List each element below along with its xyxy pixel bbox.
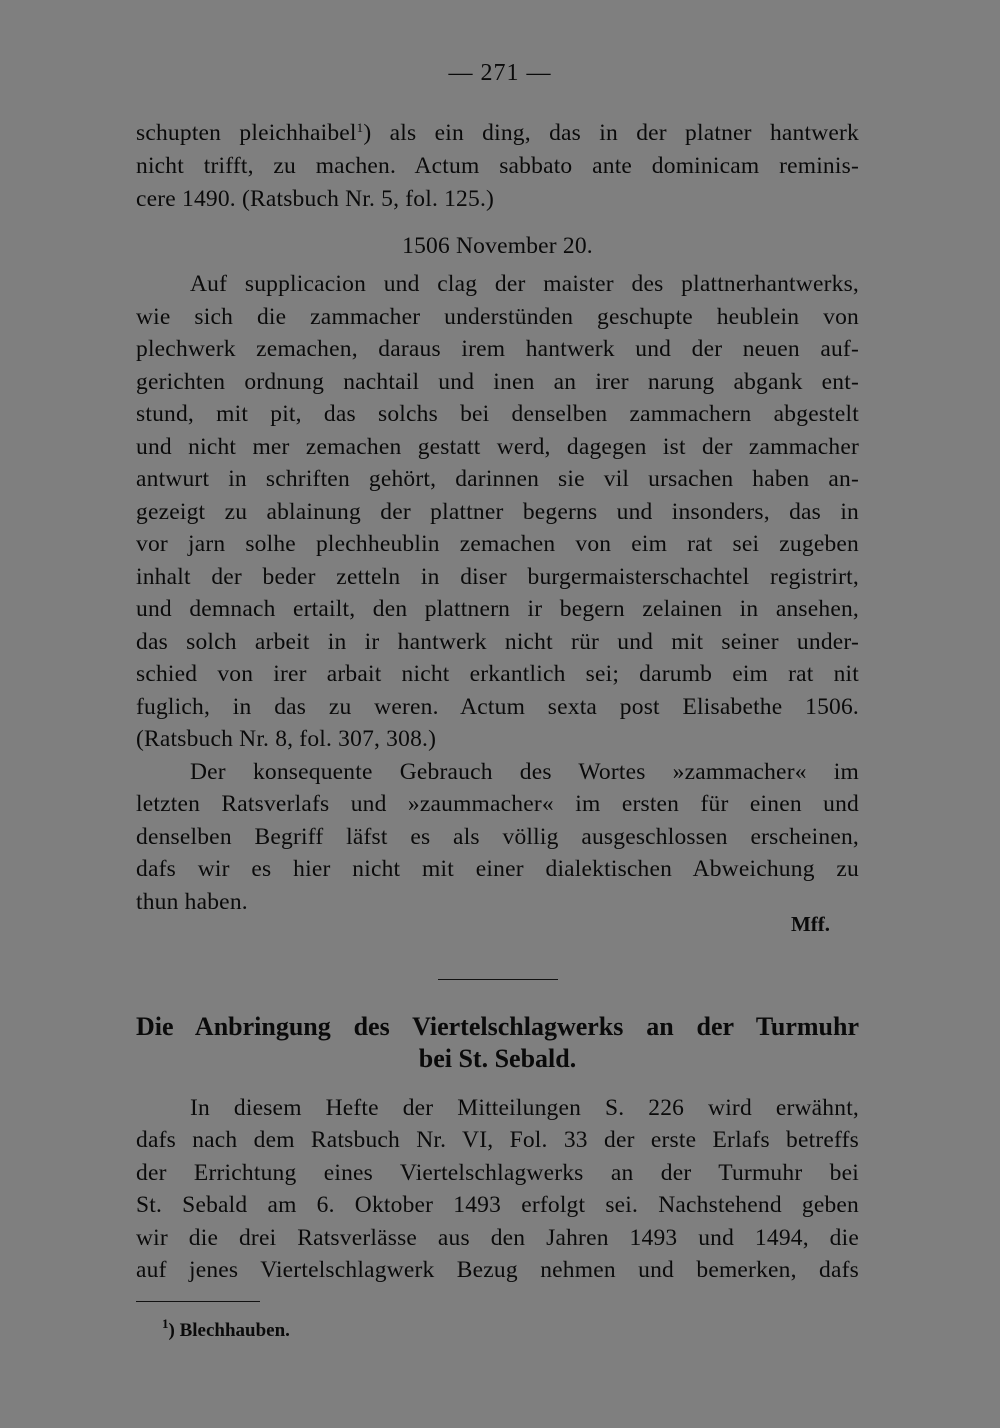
text-line: antwurt in schriften gehört, darinnen sie vil ursachen haben an- [136,466,859,492]
text-line: fuglich, in das zu weren. Actum sexta post Elisabethe 1506. [136,694,859,720]
text-line: (Ratsbuch Nr. 8, fol. 307, 308.) [136,726,437,752]
text-line: nicht trifft, zu machen. Actum sabbato ante dominicam reminis- [136,153,859,179]
text-line: und nicht mer zemachen gestatt werd, dagegen ist der zammacher [136,434,859,460]
text-line: schied von irer arbait nicht erkantlich sei; darumb eim rat nit [136,661,859,687]
text-line: inhalt der beder zetteln in diser burgermaisterschachtel registrirt, [136,564,859,590]
text-line: stund, mit pit, das solchs bei denselben zammachern abgestelt [136,401,859,427]
text-line: plechwerk zemachen, daraus irem hantwerk und der neuen auf- [136,336,859,362]
text-line: Der konsequente Gebrauch des Wortes »zammacher« im [190,759,859,785]
section-divider [438,979,558,980]
text-line: vor jarn solhe plechheublin zemachen von eim rat sei zugeben [136,531,859,557]
text-fragment: schupten pleichhaibel [136,120,357,146]
page-number: — 271 — [448,60,552,86]
text-line: der Errichtung eines Viertelschlagwerks an der Turmuhr bei [136,1160,859,1186]
text-line: Auf supplicacion und clag der maister des plattnerhantwerks, [190,271,859,297]
text-line: wie sich die zammacher understünden geschupte heublein von [136,304,859,330]
text-line: wir die drei Ratsverlässe aus den Jahren 1493 und 1494, die [136,1225,859,1251]
text-line: cere 1490. (Ratsbuch Nr. 5, fol. 125.) [136,186,495,212]
date-heading: 1506 November 20. [402,233,593,259]
footnote-marker: 1 [162,1316,169,1331]
text-line [136,118,859,148]
text-fragment: ) als ein ding, das in der platner hantwerk [363,120,860,146]
text-line: thun haben. [136,889,248,915]
text-line: dafs wir es hier nicht mit einer dialektischen Abweichung zu [136,856,859,882]
text-line: dafs nach dem Ratsbuch Nr. VI, Fol. 33 der erste Erlafs betreffs [136,1127,859,1153]
footnote-separator [136,1301,260,1302]
author-signature: Mff. [790,912,830,936]
text-line: In diesem Hefte der Mitteilungen S. 226 wird erwähnt, [190,1095,859,1121]
text-line: St. Sebald am 6. Oktober 1493 erfolgt sei. Nachstehend geben [136,1192,859,1218]
footnote-reference: 1 [356,120,364,135]
footnote-text: ) Blechhauben. [168,1320,290,1341]
text-line: denselben Begriff läfst es als völlig ausgeschlossen erscheinen, [136,824,859,850]
article-title-continued: bei St. Sebald. [418,1044,577,1073]
text-line: auf jenes Viertelschlagwerk Bezug nehmen und bemerken, dafs [136,1257,859,1283]
text-line: das solch arbeit in ir hantwerk nicht rür und mit seiner under- [136,629,859,655]
text-line: gezeigt zu ablainung der plattner begerns und insonders, das in [136,499,859,525]
text-line: und demnach ertailt, den plattnern ir begern zelainen in ansehen, [136,596,859,622]
text-line: gerichten ordnung nachtail und inen an irer narung abgank ent- [136,369,859,395]
footnote [162,1316,290,1342]
text-line: letzten Ratsverlafs und »zaummacher« im ersten für einen und [136,791,859,817]
article-title: Die Anbringung des Viertelschlagwerks an der Turmuhr [136,1012,859,1041]
